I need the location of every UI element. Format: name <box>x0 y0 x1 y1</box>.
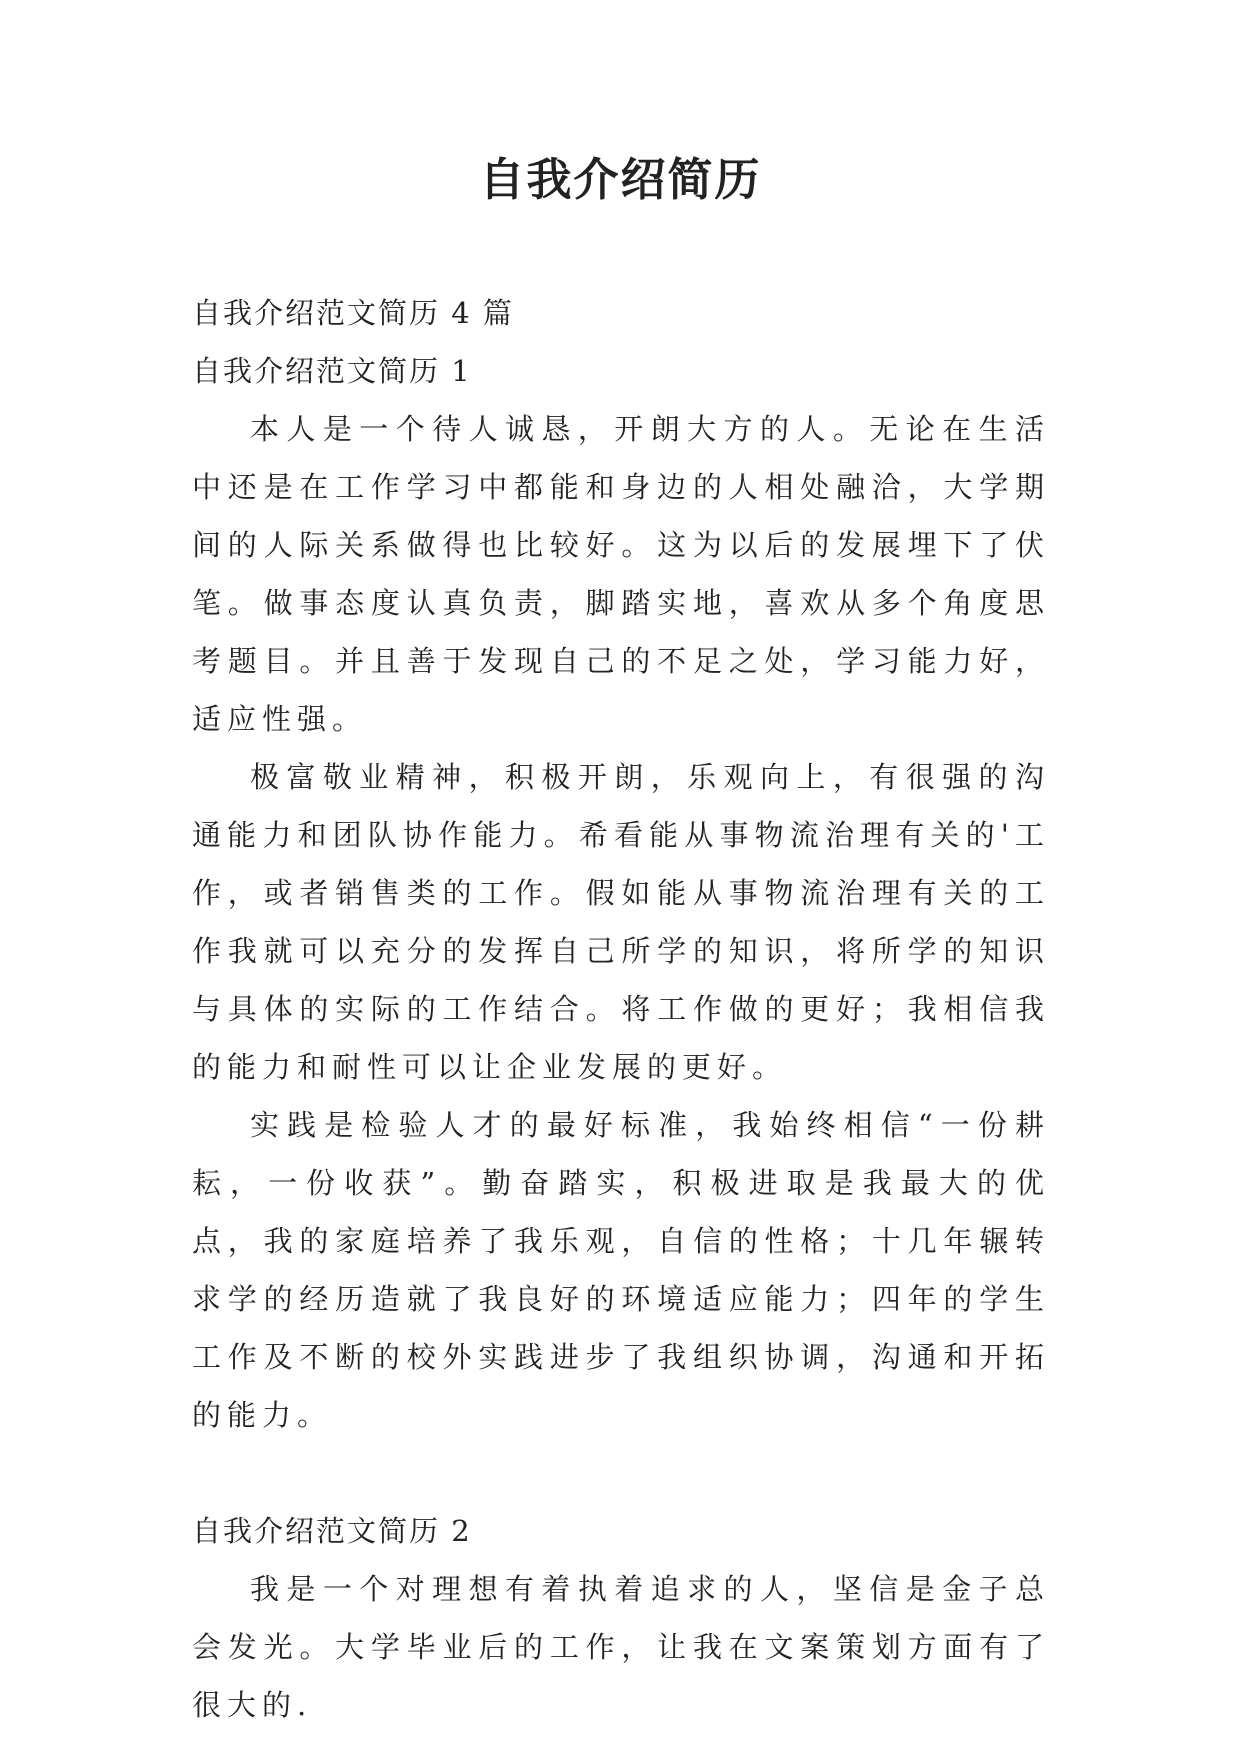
paragraph: 本人是一个待人诚恳，开朗大方的人。无论在生活中还是在工作学习中都能和身边的人相处融洽，大学期间的人际关系做得也比较好。这为以后的发展埋下了伏笔。做事态度认真负责，脚踏实地，喜欢从多个角度思考题目。并且善于发现自己的不足之处，学习能力好，适应性强。 <box>192 412 1050 736</box>
paragraph: 我是一个对理想有着执着追求的人，坚信是金子总会发光。大学毕业后的工作，让我在文案策划方面有了很大的. <box>192 1572 1050 1722</box>
section-spacer <box>192 1444 1050 1502</box>
document-subtitle: 自我介绍范文简历 4 篇 <box>192 296 514 330</box>
section-heading: 自我介绍范文简历 2 <box>192 1514 472 1548</box>
section-heading: 自我介绍范文简历 1 <box>192 354 472 388</box>
paragraph: 极富敬业精神，积极开朗，乐观向上，有很强的沟通能力和团队协作能力。希看能从事物流治理有关的'工作，或者销售类的工作。假如能从事物流治理有关的工作我就可以充分的发挥自己所学的知识，将所学的知识与具体的实际的工作结合。将工作做的更好；我相信我的能力和耐性可以让企业发展的更好。 <box>192 760 1050 1084</box>
document-body <box>192 284 1050 1734</box>
document-title: 自我介绍简历 <box>479 153 762 206</box>
paragraph: 实践是检验人才的最好标准，我始终相信“一份耕耘，一份收获”。勤奋踏实，积极进取是我最大的优点，我的家庭培养了我乐观，自信的性格；十几年辗转求学的经历造就了我良好的环境适应能力；四年的学生工作及不断的校外实践进步了我组织协调，沟通和开拓的能力。 <box>192 1108 1050 1432</box>
